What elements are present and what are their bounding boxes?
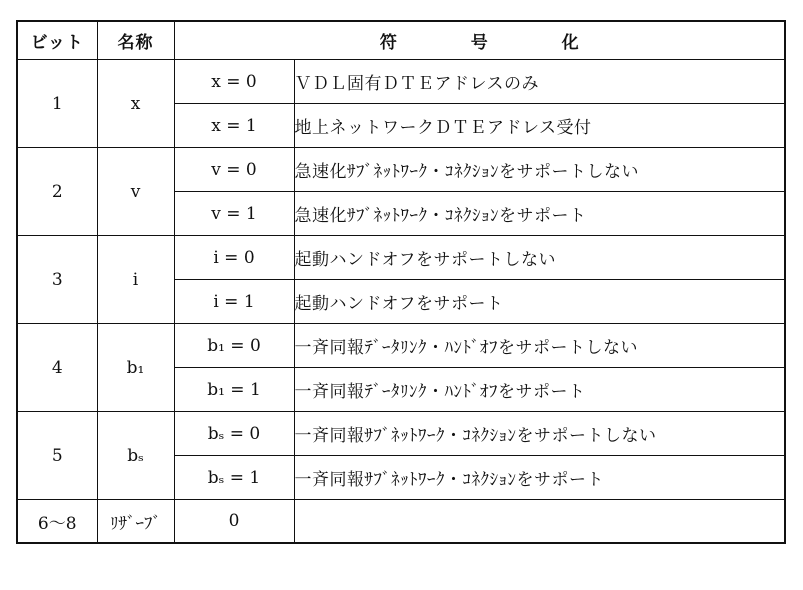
header-name: 名称 (97, 21, 174, 60)
code-description: 一斉同報ﾃﾞｰﾀﾘﾝｸ・ﾊﾝﾄﾞｵﾌをサポートしない (294, 324, 785, 368)
code-value: i = 1 (174, 280, 294, 324)
table-row (17, 324, 785, 368)
bit-number: 3 (17, 236, 97, 324)
code-description: 一斉同報ｻﾌﾞﾈｯﾄﾜｰｸ・ｺﾈｸｼｮﾝをサポート (294, 456, 785, 500)
bit-number: 4 (17, 324, 97, 412)
table-header-row (17, 21, 785, 60)
bit-number: 5 (17, 412, 97, 500)
code-value: x = 0 (174, 60, 294, 104)
table-row (17, 412, 785, 456)
header-bit: ビット (17, 21, 97, 60)
code-value: b₁ = 1 (174, 368, 294, 412)
code-description: 一斉同報ﾃﾞｰﾀﾘﾝｸ・ﾊﾝﾄﾞｵﾌをサポート (294, 368, 785, 412)
code-value: b₁ = 0 (174, 324, 294, 368)
bit-number: 2 (17, 148, 97, 236)
code-description: 急速化ｻﾌﾞﾈｯﾄﾜｰｸ・ｺﾈｸｼｮﾝをサポートしない (294, 148, 785, 192)
code-description: 起動ハンドオフをサポート (294, 280, 785, 324)
code-value: bₛ = 1 (174, 456, 294, 500)
table-row (17, 236, 785, 280)
code-description (294, 500, 785, 544)
code-value: bₛ = 0 (174, 412, 294, 456)
field-name: bₛ (97, 412, 174, 500)
table-row (17, 500, 785, 544)
bit-number: 6～8 (17, 500, 97, 544)
code-description: 地上ネットワークＤＴＥアドレス受付 (294, 104, 785, 148)
code-description: 急速化ｻﾌﾞﾈｯﾄﾜｰｸ・ｺﾈｸｼｮﾝをサポート (294, 192, 785, 236)
code-value: x = 1 (174, 104, 294, 148)
table-row (17, 148, 785, 192)
table-row (17, 60, 785, 104)
bit-coding-table (16, 20, 786, 544)
code-description: 一斉同報ｻﾌﾞﾈｯﾄﾜｰｸ・ｺﾈｸｼｮﾝをサポートしない (294, 412, 785, 456)
document-page (16, 20, 786, 544)
code-value: 0 (174, 500, 294, 544)
code-value: v = 1 (174, 192, 294, 236)
field-name: x (97, 60, 174, 148)
code-value: v = 0 (174, 148, 294, 192)
field-name: i (97, 236, 174, 324)
bit-number: 1 (17, 60, 97, 148)
field-name: b₁ (97, 324, 174, 412)
field-name: ﾘｻﾞｰﾌﾞ (97, 500, 174, 544)
code-value: i = 0 (174, 236, 294, 280)
code-description: ＶＤＬ固有ＤＴＥアドレスのみ (294, 60, 785, 104)
field-name: v (97, 148, 174, 236)
header-coding: 符 号 化 (174, 21, 785, 60)
code-description: 起動ハンドオフをサポートしない (294, 236, 785, 280)
